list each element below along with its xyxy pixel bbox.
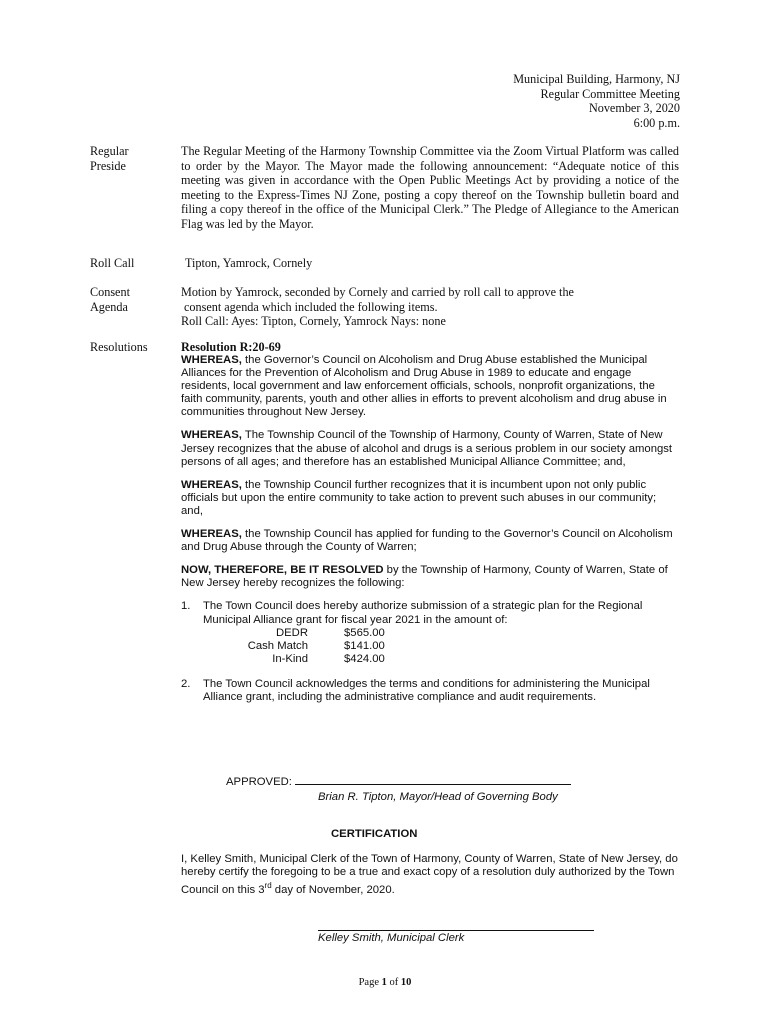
resolution-item-1: 1. The Town Council does hereby authorize submission of a strategic plan for the Regional Municipal Alliance grant for fiscal year 2021 in the amount of: DEDR $565.00 Cash Match $141.00 In-Kind $424.00 bbox=[181, 600, 679, 665]
mayor-signer: Brian R. Tipton, Mayor/Head of Governing Body bbox=[318, 791, 558, 803]
amount-row: DEDR $565.00 bbox=[275, 626, 385, 639]
regular-preside-text: The Regular Meeting of the Harmony Township Committee via the Zoom Virtual Platform was called to order by the Mayor. The Mayor made the following announcement: “Adequate notice of this meeting was given in accordance with the Open Public Meetings Act by providing a notice of the meeting to the Express-Times NJ Zone, posting a copy thereof on the Township bulletin board and filing a copy thereof in the office of the Municipal Clerk.” The Pledge of Allegiance to the American Flag was led by the Mayor. bbox=[181, 144, 679, 231]
amount-row: Cash Match $141.00 bbox=[247, 639, 385, 652]
clerk-signature-line bbox=[318, 930, 594, 931]
certification-text: I, Kelley Smith, Municipal Clerk of the Town of Harmony, County of Warren, State of New Jersey, do hereby certify the foregoing to be a true and exact copy of a resolution duly authorized by the Town Council on this 3rd day of November, 2020. bbox=[181, 853, 678, 896]
section-label-regular-preside: Regular Preside bbox=[90, 144, 129, 173]
section-label-resolutions: Resolutions bbox=[90, 340, 148, 354]
resolution-item-2: 2. The Town Council acknowledges the terms and conditions for administering the Municipal Alliance grant, including the administrative compliance and audit requirements. bbox=[181, 677, 650, 703]
header-location: Municipal Building, Harmony, NJ bbox=[513, 72, 680, 86]
signature-line bbox=[295, 784, 571, 785]
section-label-consent-agenda: Consent Agenda bbox=[90, 285, 130, 314]
header-date: November 3, 2020 bbox=[588, 101, 680, 116]
approval-line bbox=[226, 776, 571, 789]
whereas-paragraph-1: WHEREAS, the Governor’s Council on Alcoholism and Drug Abuse established the Municipal Alliances for the Prevention of Alcoholism and Drug Abuse in 1989 to educate and engage residents, local government and law enforcement officials, schools, nonprofit organizations, the faith community, parents, youth and other allies in efforts to prevent alcoholism and drug abuse in communities throughout New Jersey. bbox=[181, 354, 667, 419]
whereas-paragraph-4: WHEREAS, the Township Council has applied for funding to the Governor’s Council on Alcoholism and Drug Abuse through the County of Warren; bbox=[181, 528, 673, 554]
whereas-paragraph-2: WHEREAS, The Township Council of the Township of Harmony, County of Warren, State of New Jersey recognizes that the abuse of alcohol and drugs is a serious problem in our society amongst persons of all ages; and therefore has an established Municipal Alliance Committee; and, bbox=[181, 429, 673, 468]
roll-call-text: Tipton, Yamrock, Cornely bbox=[185, 256, 313, 270]
resolution-body bbox=[181, 354, 679, 704]
header-meeting-type: Regular Committee Meeting bbox=[540, 86, 680, 101]
page-number: Page 1 of 10 bbox=[358, 977, 412, 988]
approved-label: APPROVED: bbox=[226, 776, 292, 788]
header-time: 6:00 p.m. bbox=[633, 115, 680, 130]
resolved-paragraph: NOW, THEREFORE, BE IT RESOLVED by the Township of Harmony, County of Warren, State of New Jersey hereby recognizes the following: bbox=[181, 564, 668, 590]
resolution-title: Resolution R:20-69 bbox=[181, 340, 281, 354]
consent-agenda-text: Motion by Yamrock, seconded by Cornely and carried by roll call to approve the consent agenda which included the following items. Roll Call: Ayes: Tipton, Cornely, Yamrock Nays: none bbox=[181, 285, 574, 329]
clerk-signer: Kelley Smith, Municipal Clerk bbox=[318, 932, 465, 944]
amount-row: In-Kind $424.00 bbox=[272, 652, 385, 665]
whereas-paragraph-3: WHEREAS, the Township Council further recognizes that it is incumbent upon not only public officials but upon the entire community to take action to prevent such abuses in our community; and, bbox=[181, 478, 657, 517]
certification-heading: CERTIFICATION bbox=[331, 828, 418, 840]
meeting-header bbox=[513, 72, 680, 130]
grant-amounts bbox=[203, 627, 679, 666]
section-label-roll-call: Roll Call bbox=[90, 256, 135, 270]
